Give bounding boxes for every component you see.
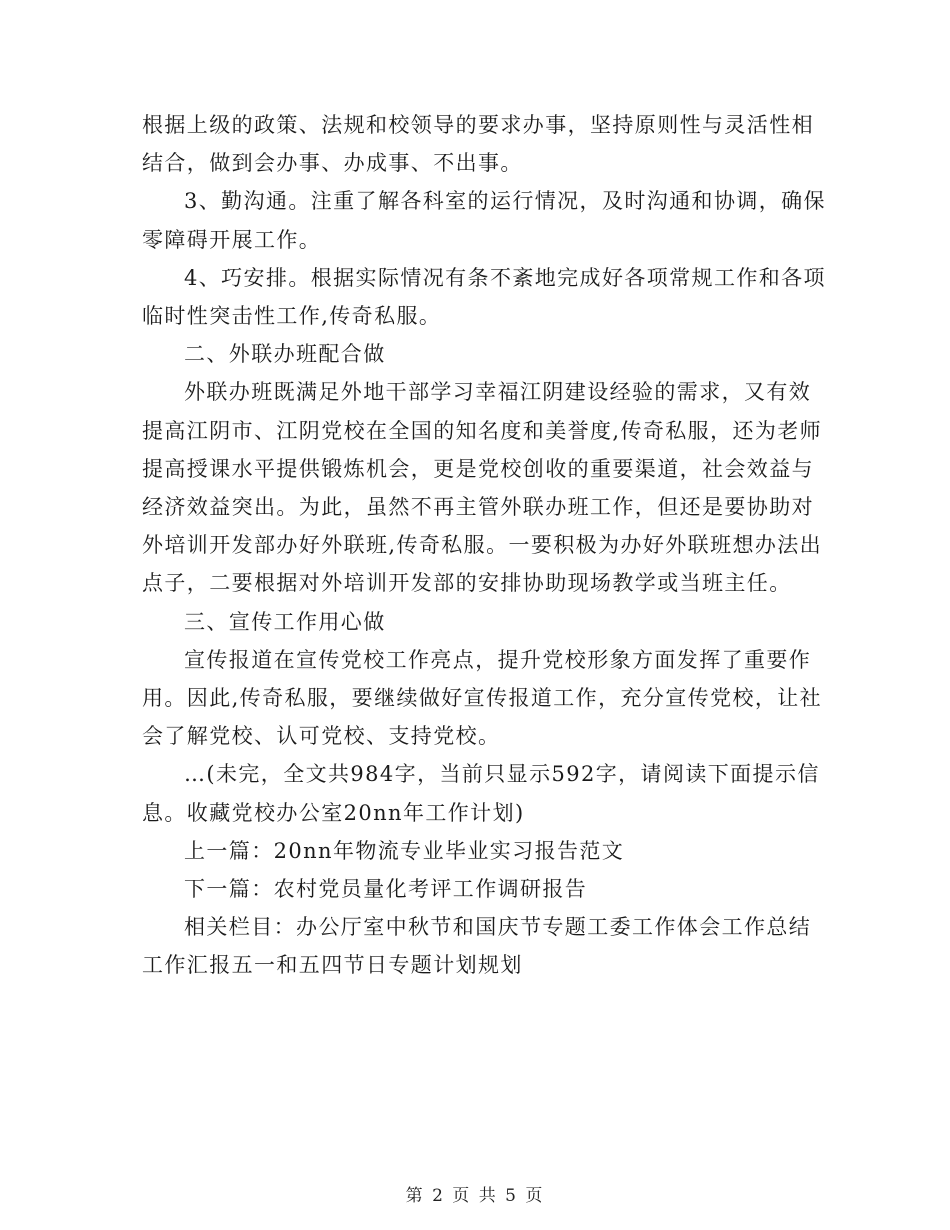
paragraph	[142, 182, 826, 258]
paragraph	[142, 755, 820, 831]
paragraph	[142, 603, 812, 641]
text-line: 工作汇报五一和五四节日专题计划规划	[142, 953, 523, 978]
paragraph	[142, 106, 812, 182]
text-line: 根据上级的政策、法规和校领导的要求办事，坚持原则性与灵活性相	[142, 113, 814, 137]
text-line: 外联办班既满足外地干部学习幸福江阴建设经验的需求，又有效	[184, 380, 812, 405]
text-line: 经济效益突出。为此，虽然不再主管外联办班工作，但还是要协助对	[142, 495, 814, 520]
text-line: 下一篇：农村党员量化考评工作调研报告	[184, 877, 588, 902]
text-line: 外培训开发部办好外联班,传奇私服。一要积极为办好外联班想办法出	[142, 533, 823, 558]
text-line: …(未完，全文共984字，当前只显示592字，请阅读下面提示信	[184, 762, 820, 787]
text-line: 二、外联办班配合做	[184, 342, 386, 367]
text-line: 零障碍开展工作。	[142, 227, 322, 252]
text-line: 提高授课水平提供锻炼机会，更是党校创收的重要渠道，社会效益与	[142, 456, 814, 481]
paragraph	[142, 373, 823, 602]
text-line: 结合，做到会办事、办成事、不出事。	[142, 151, 523, 176]
text-line: 相关栏目：办公厅室中秋节和国庆节专题工委工作体会工作总结	[184, 915, 812, 940]
text-line: 三、宣传工作用心做	[184, 609, 386, 634]
paragraph	[142, 259, 826, 335]
text-line: 会了解党校、认可党校、支持党校。	[142, 724, 501, 749]
paragraph	[142, 908, 812, 984]
text-line: 4、巧安排。根据实际情况有条不紊地完成好各项常规工作和各项	[184, 265, 826, 290]
text-line: 提高江阴市、江阴党校在全国的知名度和美誉度,传奇私服，还为老师	[142, 418, 823, 443]
text-line: 3、勤沟通。注重了解各科室的运行情况，及时沟通和协调，确保	[184, 189, 826, 214]
paragraph	[142, 335, 812, 373]
text-line: 点子，二要根据对外培训开发部的安排协助现场教学或当班主任。	[142, 571, 792, 596]
text-line: 宣传报道在宣传党校工作亮点，提升党校形象方面发挥了重要作	[184, 647, 812, 672]
page-number-footer: 第 2 页 共 5 页	[405, 1186, 545, 1206]
paragraph	[142, 641, 823, 756]
document-body	[142, 106, 826, 985]
text-line: 临时性突击性工作,传奇私服。	[142, 304, 442, 329]
paragraph	[142, 870, 812, 908]
text-line: 上一篇：20nn年物流专业毕业实习报告范文	[184, 838, 625, 863]
paragraph	[142, 832, 812, 870]
text-line: 用。因此,传奇私服，要继续做好宣传报道工作，充分宣传党校，让社	[142, 686, 823, 711]
text-line: 息。收藏党校办公室20nn年工作计划)	[142, 800, 525, 825]
